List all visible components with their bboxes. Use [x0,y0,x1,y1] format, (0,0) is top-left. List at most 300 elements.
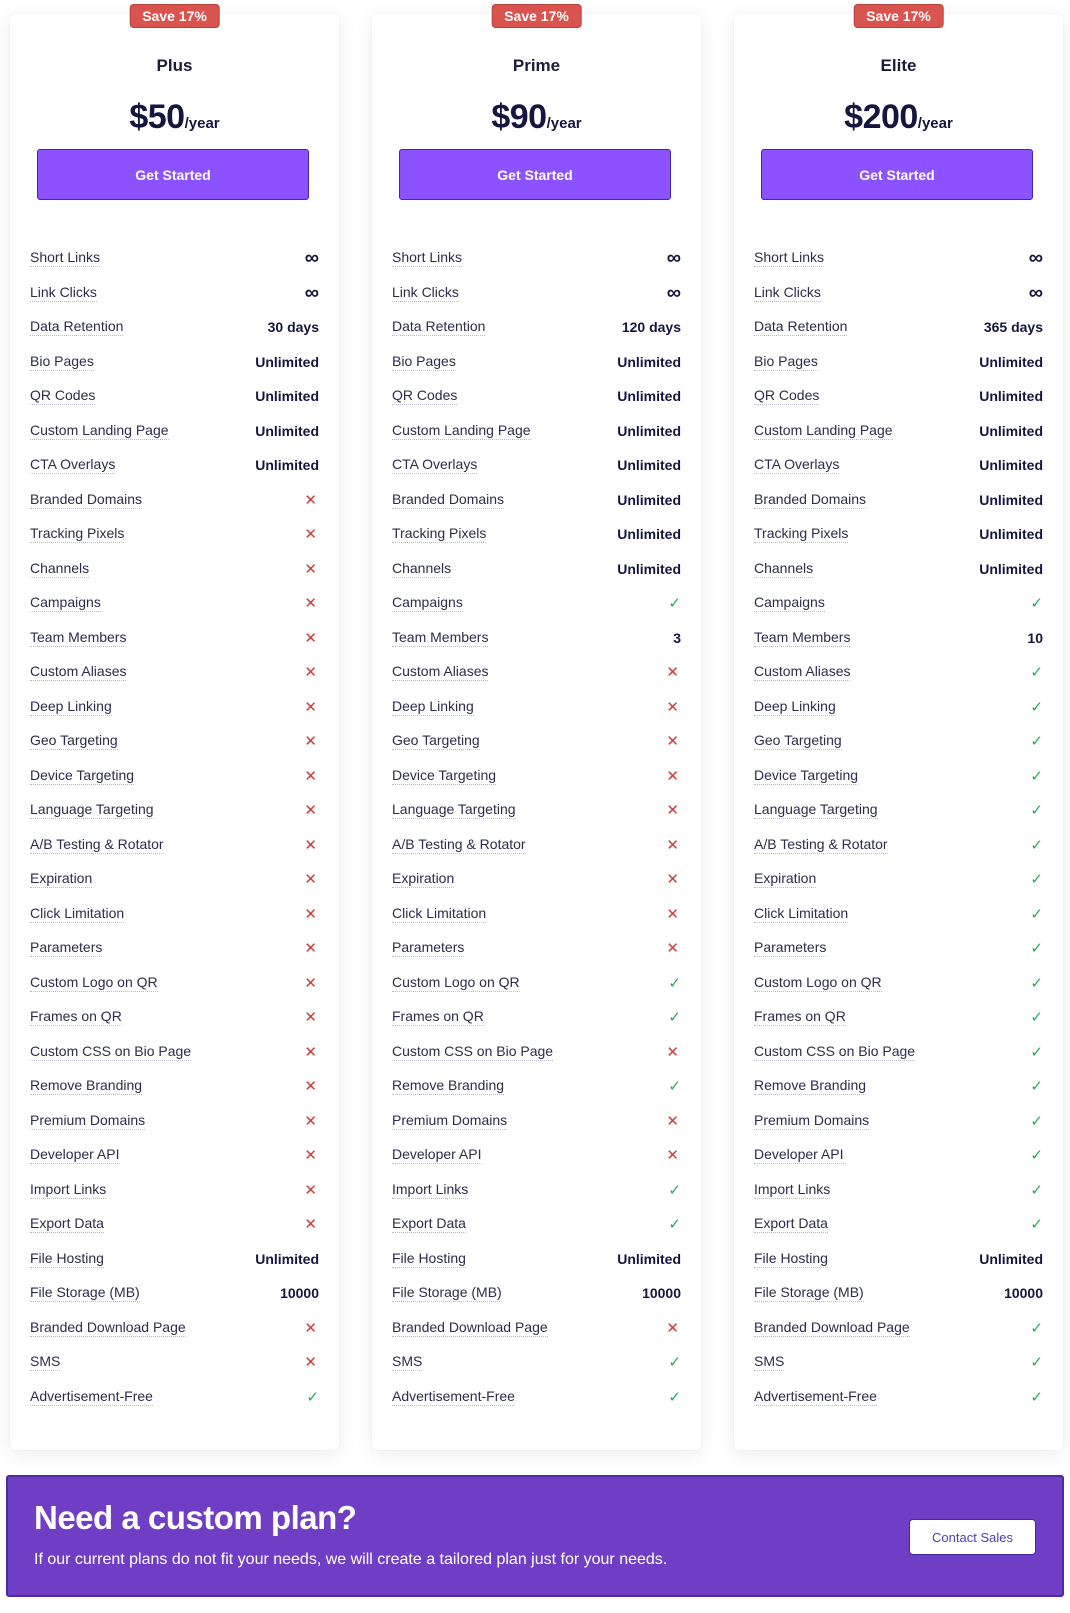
feature-row [754,1104,1043,1139]
feature-row [392,1380,681,1415]
cross-icon: ✕ [304,767,317,785]
feature-label: SMS [392,1353,423,1370]
feature-label: Campaigns [392,594,463,611]
price-amount: $50 [129,98,185,136]
feature-row [392,1207,681,1242]
feature-label: File Hosting [392,1249,466,1266]
infinity-icon: ∞ [304,281,319,304]
feature-row [754,345,1043,380]
check-icon: ✓ [668,1354,681,1372]
feature-row [754,897,1043,932]
feature-label: Data Retention [30,318,124,335]
feature-row [392,241,681,276]
feature-label: Import Links [392,1180,469,1197]
feature-row [754,690,1043,725]
feature-row [754,1000,1043,1035]
infinity-icon: ∞ [1028,281,1043,304]
feature-value: Unlimited [979,457,1043,474]
feature-row [392,379,681,414]
feature-row [392,1173,681,1208]
feature-label: QR Codes [30,387,96,404]
check-icon: ✓ [1030,1112,1043,1130]
feature-label: Language Targeting [30,801,154,818]
check-icon: ✓ [1030,1354,1043,1372]
feature-label: Short Links [392,249,463,266]
cross-icon: ✕ [304,1354,317,1372]
feature-row [30,1069,319,1104]
feature-row [30,1242,319,1277]
plan-name: Elite [880,56,917,75]
feature-label: Deep Linking [30,697,112,714]
check-icon: ✓ [1030,1009,1043,1027]
infinity-icon: ∞ [666,281,681,304]
feature-row [754,724,1043,759]
feature-row [392,897,681,932]
feature-row [392,448,681,483]
feature-label: Short Links [30,249,101,266]
cross-icon: ✕ [304,1009,317,1027]
plan-card-plus [10,8,339,1450]
price-period: /year [184,115,220,132]
feature-row [754,379,1043,414]
feature-label: File Storage (MB) [392,1284,502,1301]
feature-label: A/B Testing & Rotator [30,835,164,852]
feature-value: Unlimited [255,457,319,474]
get-started-button[interactable]: Get Started [761,149,1033,200]
check-icon: ✓ [1030,698,1043,716]
feature-label: Short Links [754,249,825,266]
feature-row [754,1311,1043,1346]
check-icon: ✓ [668,1078,681,1096]
feature-value: Unlimited [979,388,1043,405]
plan-name: Plus [156,56,193,75]
check-icon: ✓ [1030,1147,1043,1165]
feature-row [30,690,319,725]
feature-label: Custom Logo on QR [392,973,520,990]
feature-label: Custom Logo on QR [30,973,158,990]
cross-icon: ✕ [304,595,317,613]
feature-row [754,1380,1043,1415]
feature-label: Device Targeting [30,766,135,783]
feature-value: Unlimited [979,353,1043,370]
feature-label: Branded Domains [30,490,143,507]
feature-row [30,966,319,1001]
check-icon: ✓ [1030,940,1043,958]
feature-row [30,448,319,483]
feature-value: Unlimited [617,353,681,370]
feature-row [754,862,1043,897]
feature-row [30,931,319,966]
feature-label: Branded Domains [392,490,505,507]
feature-value: Unlimited [979,526,1043,543]
feature-row [392,759,681,794]
feature-label: Premium Domains [30,1111,146,1128]
feature-value: 120 days [621,319,681,336]
custom-plan-banner [6,1475,1064,1597]
infinity-icon: ∞ [666,247,681,270]
feature-label: Team Members [754,628,851,645]
feature-value: Unlimited [617,560,681,577]
feature-row [392,828,681,863]
feature-label: CTA Overlays [754,456,840,473]
feature-value: Unlimited [617,422,681,439]
feature-label: Campaigns [754,594,825,611]
feature-value: 10000 [1004,1285,1043,1302]
feature-row [30,897,319,932]
feature-label: Geo Targeting [30,732,118,749]
feature-label: Premium Domains [754,1111,870,1128]
feature-row [392,1138,681,1173]
feature-row [754,1207,1043,1242]
save-badge: Save 17% [129,4,220,28]
feature-row [754,966,1043,1001]
feature-label: Campaigns [30,594,101,611]
feature-row [392,517,681,552]
feature-label: Custom CSS on Bio Page [754,1042,916,1059]
feature-label: Custom Logo on QR [754,973,882,990]
feature-value: Unlimited [255,353,319,370]
contact-sales-button[interactable]: Contact Sales [909,1519,1036,1555]
feature-label: Branded Download Page [392,1318,548,1335]
feature-label: A/B Testing & Rotator [754,835,888,852]
feature-label: Language Targeting [754,801,878,818]
check-icon: ✓ [1030,1078,1043,1096]
check-icon: ✓ [1030,1216,1043,1234]
plan-price [734,98,1063,137]
feature-row [30,276,319,311]
check-icon: ✓ [1030,595,1043,613]
feature-label: Branded Download Page [30,1318,186,1335]
feature-label: Team Members [30,628,127,645]
feature-row [30,1345,319,1380]
feature-row [392,552,681,587]
check-icon: ✓ [1030,1388,1043,1406]
feature-row [754,1242,1043,1277]
feature-label: Bio Pages [30,352,94,369]
plan-price [10,98,339,137]
check-icon: ✓ [1030,836,1043,854]
feature-row [754,276,1043,311]
feature-label: CTA Overlays [392,456,478,473]
feature-row [392,966,681,1001]
feature-value: Unlimited [979,491,1043,508]
feature-row [30,379,319,414]
feature-label: Frames on QR [392,1008,484,1025]
feature-value: Unlimited [255,388,319,405]
get-started-button[interactable]: Get Started [37,149,309,200]
feature-label: Bio Pages [392,352,456,369]
feature-row [392,724,681,759]
cross-icon: ✕ [666,905,679,923]
feature-label: Custom Landing Page [754,421,893,438]
feature-row [30,1276,319,1311]
feature-row [30,241,319,276]
feature-label: Click Limitation [754,904,849,921]
feature-label: Data Retention [392,318,486,335]
cross-icon: ✕ [304,1319,317,1337]
feature-label: Custom CSS on Bio Page [392,1042,554,1059]
cross-icon: ✕ [304,1112,317,1130]
feature-row [754,655,1043,690]
feature-label: CTA Overlays [30,456,116,473]
feature-label: Custom Aliases [30,663,127,680]
feature-label: File Hosting [30,1249,104,1266]
feature-row [30,793,319,828]
feature-label: Link Clicks [754,283,821,300]
check-icon: ✓ [668,1388,681,1406]
feature-row [392,1276,681,1311]
feature-label: Data Retention [754,318,848,335]
feature-label: Premium Domains [392,1111,508,1128]
feature-row [30,345,319,380]
feature-row [754,517,1043,552]
plan-card-prime [372,8,701,1450]
price-amount: $200 [844,98,918,136]
feature-row [754,414,1043,449]
feature-row [392,621,681,656]
check-icon: ✓ [668,1216,681,1234]
cross-icon: ✕ [304,698,317,716]
feature-label: Device Targeting [754,766,859,783]
feature-row [392,1311,681,1346]
feature-label: Click Limitation [30,904,125,921]
feature-row [30,1311,319,1346]
feature-row [392,345,681,380]
feature-label: QR Codes [754,387,820,404]
feature-row [392,276,681,311]
cross-icon: ✕ [666,1319,679,1337]
feature-row [30,759,319,794]
feature-row [30,655,319,690]
check-icon: ✓ [668,1009,681,1027]
price-amount: $90 [491,98,547,136]
feature-row [30,621,319,656]
feature-label: Developer API [392,1146,482,1163]
feature-label: Expiration [754,870,817,887]
feature-row [754,828,1043,863]
feature-label: A/B Testing & Rotator [392,835,526,852]
feature-label: Parameters [754,939,827,956]
feature-row [30,414,319,449]
cross-icon: ✕ [304,836,317,854]
cross-icon: ✕ [666,871,679,889]
cross-icon: ✕ [666,664,679,682]
check-icon: ✓ [306,1388,319,1406]
feature-label: Remove Branding [30,1077,143,1094]
feature-label: Tracking Pixels [392,525,487,542]
feature-row [754,1173,1043,1208]
feature-row [392,1345,681,1380]
feature-value: Unlimited [255,422,319,439]
feature-row [392,793,681,828]
feature-value: 3 [673,629,681,646]
feature-row [392,862,681,897]
feature-row [754,552,1043,587]
feature-label: Custom CSS on Bio Page [30,1042,192,1059]
feature-label: Link Clicks [30,283,97,300]
feature-row [392,1104,681,1139]
feature-row [30,1138,319,1173]
cross-icon: ✕ [304,664,317,682]
check-icon: ✓ [668,1181,681,1199]
feature-value: 30 days [267,319,319,336]
banner-subtitle: If our current plans do not fit your needs, we will create a tailored plan just for your needs. [34,1551,668,1568]
check-icon: ✓ [1030,1319,1043,1337]
feature-value: Unlimited [617,526,681,543]
cross-icon: ✕ [304,560,317,578]
feature-value: Unlimited [979,560,1043,577]
feature-row [30,1173,319,1208]
plan-card-elite [734,8,1063,1450]
feature-value: 10000 [280,1285,319,1302]
plan-price [372,98,701,137]
price-period: /year [917,115,953,132]
feature-label: Tracking Pixels [754,525,849,542]
feature-row [754,793,1043,828]
feature-row [30,1035,319,1070]
feature-row [392,931,681,966]
feature-row [754,310,1043,345]
cross-icon: ✕ [304,629,317,647]
feature-row [392,310,681,345]
cross-icon: ✕ [304,1181,317,1199]
feature-label: Expiration [30,870,93,887]
feature-label: Advertisement-Free [754,1387,877,1404]
feature-row [754,759,1043,794]
feature-label: File Storage (MB) [30,1284,140,1301]
feature-label: Parameters [392,939,465,956]
cross-icon: ✕ [304,1043,317,1061]
feature-label: SMS [754,1353,785,1370]
feature-row [392,1035,681,1070]
feature-label: Export Data [392,1215,466,1232]
feature-label: Custom Aliases [754,663,851,680]
feature-value: 10000 [642,1285,681,1302]
feature-row [754,1276,1043,1311]
feature-label: Tracking Pixels [30,525,125,542]
feature-label: Bio Pages [754,352,818,369]
feature-row [754,1345,1043,1380]
feature-label: File Storage (MB) [754,1284,864,1301]
cross-icon: ✕ [666,940,679,958]
feature-label: Geo Targeting [392,732,480,749]
cross-icon: ✕ [666,698,679,716]
feature-row [392,1242,681,1277]
feature-label: Remove Branding [754,1077,867,1094]
feature-row [30,1104,319,1139]
plan-name: Prime [512,56,561,75]
feature-label: Import Links [30,1180,107,1197]
check-icon: ✓ [668,974,681,992]
feature-row [30,1000,319,1035]
feature-label: Custom Aliases [392,663,489,680]
feature-label: Export Data [754,1215,828,1232]
feature-value: Unlimited [617,1250,681,1267]
feature-row [754,1069,1043,1104]
infinity-icon: ∞ [1028,247,1043,270]
feature-list [30,241,319,1414]
feature-row [30,828,319,863]
cross-icon: ✕ [666,733,679,751]
feature-label: Developer API [30,1146,120,1163]
feature-label: Custom Landing Page [392,421,531,438]
cross-icon: ✕ [304,733,317,751]
feature-row [30,310,319,345]
feature-label: File Hosting [754,1249,828,1266]
check-icon: ✓ [1030,974,1043,992]
feature-label: Channels [30,559,90,576]
feature-row [754,483,1043,518]
feature-row [30,552,319,587]
feature-row [754,241,1043,276]
cross-icon: ✕ [666,836,679,854]
feature-row [30,862,319,897]
cross-icon: ✕ [666,1043,679,1061]
cross-icon: ✕ [304,802,317,820]
feature-value: Unlimited [979,1250,1043,1267]
feature-label: Link Clicks [392,283,459,300]
feature-row [30,586,319,621]
feature-label: Advertisement-Free [30,1387,153,1404]
feature-label: SMS [30,1353,61,1370]
feature-list [754,241,1043,1414]
feature-label: Channels [392,559,452,576]
feature-row [30,1380,319,1415]
check-icon: ✓ [1030,1181,1043,1199]
feature-row [754,1035,1043,1070]
feature-value: 365 days [983,319,1043,336]
feature-row [754,931,1043,966]
feature-label: Parameters [30,939,103,956]
feature-label: Click Limitation [392,904,487,921]
get-started-button[interactable]: Get Started [399,149,671,200]
feature-label: QR Codes [392,387,458,404]
feature-row [30,483,319,518]
price-period: /year [546,115,582,132]
feature-value: Unlimited [255,1250,319,1267]
check-icon: ✓ [668,595,681,613]
feature-label: Custom Landing Page [30,421,169,438]
cross-icon: ✕ [304,1078,317,1096]
feature-row [30,1207,319,1242]
feature-row [392,414,681,449]
feature-label: Device Targeting [392,766,497,783]
check-icon: ✓ [1030,1043,1043,1061]
check-icon: ✓ [1030,733,1043,751]
cross-icon: ✕ [666,767,679,785]
feature-label: Channels [754,559,814,576]
feature-row [392,1000,681,1035]
cross-icon: ✕ [666,1112,679,1130]
feature-row [30,517,319,552]
cross-icon: ✕ [304,1147,317,1165]
cross-icon: ✕ [304,974,317,992]
feature-row [754,448,1043,483]
feature-row [754,586,1043,621]
feature-row [754,621,1043,656]
cross-icon: ✕ [304,1216,317,1234]
feature-label: Deep Linking [392,697,474,714]
feature-value: Unlimited [617,388,681,405]
feature-value: Unlimited [617,457,681,474]
cross-icon: ✕ [304,871,317,889]
feature-label: Expiration [392,870,455,887]
feature-label: Frames on QR [754,1008,846,1025]
check-icon: ✓ [1030,767,1043,785]
feature-label: Deep Linking [754,697,836,714]
feature-row [392,690,681,725]
save-badge: Save 17% [853,4,944,28]
